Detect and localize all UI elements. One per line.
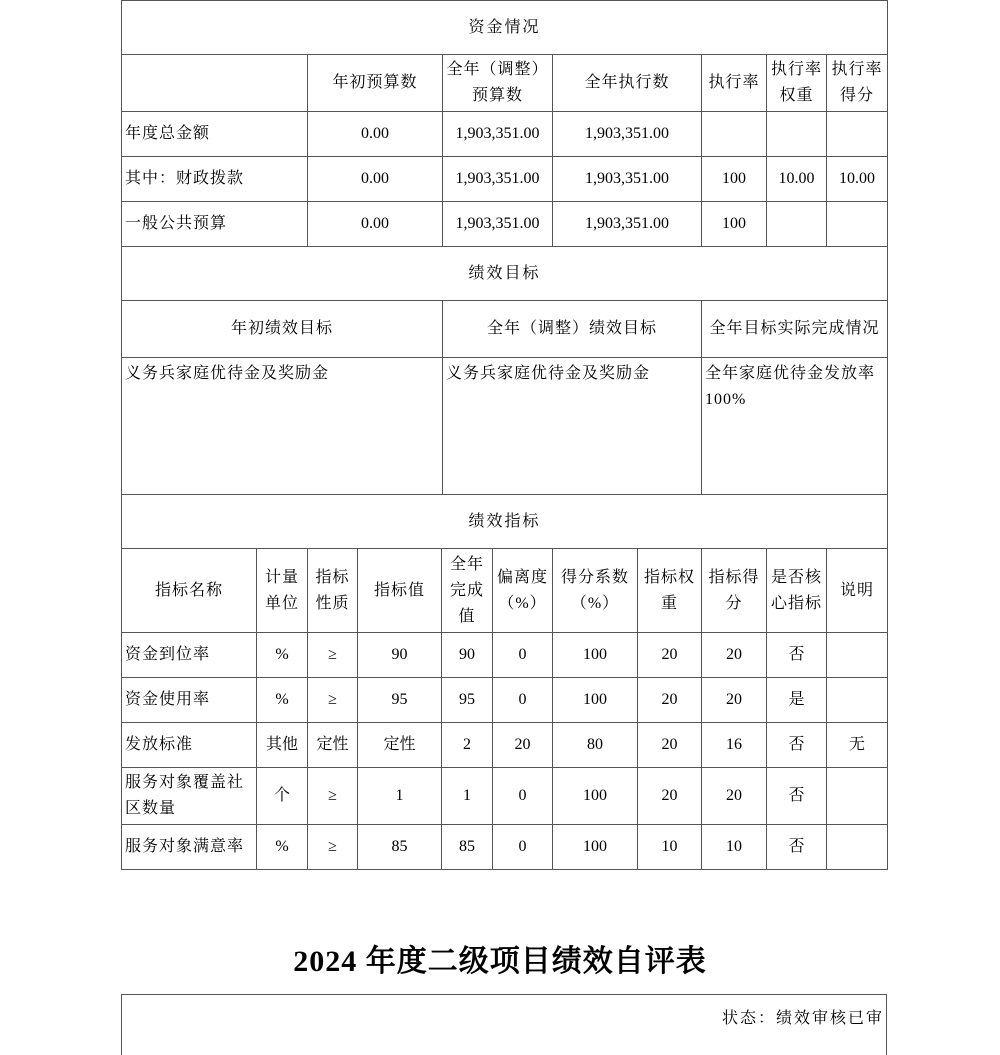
indicators-section-title: 绩效指标 [122, 495, 888, 549]
goals-header-actual: 全年目标实际完成情况 [702, 301, 888, 358]
goals-header-adjusted: 全年（调整）绩效目标 [443, 301, 702, 358]
status-text: 状态：绩效审核已审 [721, 1010, 884, 1027]
funds-section-title: 资金情况 [122, 1, 888, 55]
funds-row-weight: 10.00 [767, 157, 827, 202]
indicator-cell-nature: ≥ [308, 633, 358, 678]
indicator-cell-weight: 20 [638, 633, 702, 678]
indicator-cell-target: 定性 [358, 723, 442, 768]
indicator-cell-deviation: 0 [493, 768, 553, 825]
funds-row-exec-rate [702, 112, 767, 157]
indicator-cell-name: 资金到位率 [122, 633, 257, 678]
funds-header-score: 执行率得分 [827, 55, 888, 112]
indicator-cell-core: 否 [767, 723, 827, 768]
indicator-row [122, 825, 888, 870]
indicator-cell-actual: 90 [442, 633, 493, 678]
indicator-rows [122, 633, 888, 870]
funds-row-initial-budget: 0.00 [308, 157, 443, 202]
indicator-cell-score: 10 [702, 825, 767, 870]
indicator-cell-coefficient: 100 [553, 678, 638, 723]
indicator-cell-note [827, 825, 888, 870]
indicator-cell-target: 95 [358, 678, 442, 723]
initial-goal-text: 义务兵家庭优待金及奖励金 [122, 358, 443, 495]
funds-row-score: 10.00 [827, 157, 888, 202]
indicator-cell-deviation: 0 [493, 825, 553, 870]
indicator-cell-target: 90 [358, 633, 442, 678]
indicator-cell-note [827, 768, 888, 825]
funds-header-executed: 全年执行数 [553, 55, 702, 112]
funds-row-executed: 1,903,351.00 [553, 112, 702, 157]
indicator-cell-name: 资金使用率 [122, 678, 257, 723]
indicator-cell-core: 否 [767, 768, 827, 825]
indicator-cell-name: 服务对象覆盖社区数量 [122, 768, 257, 825]
funds-header-exec-rate: 执行率 [702, 55, 767, 112]
indicator-cell-score: 20 [702, 768, 767, 825]
indicator-cell-coefficient: 80 [553, 723, 638, 768]
next-page-title: 2024 年度二级项目绩效自评表 [293, 945, 707, 978]
indicator-header-name: 指标名称 [122, 549, 257, 633]
indicator-cell-target: 85 [358, 825, 442, 870]
goals-header-initial: 年初绩效目标 [122, 301, 443, 358]
goals-content-row [122, 358, 888, 495]
indicator-header-core: 是否核心指标 [767, 549, 827, 633]
funds-row [122, 157, 888, 202]
indicator-cell-coefficient: 100 [553, 825, 638, 870]
indicator-cell-score: 16 [702, 723, 767, 768]
indicator-header-weight: 指标权重 [638, 549, 702, 633]
goals-section-title: 绩效目标 [122, 247, 888, 301]
indicator-cell-unit: % [257, 633, 308, 678]
indicator-cell-nature: ≥ [308, 678, 358, 723]
funds-row-adjusted-budget: 1,903,351.00 [443, 202, 553, 247]
indicator-row [122, 723, 888, 768]
indicator-cell-nature: ≥ [308, 825, 358, 870]
indicator-cell-weight: 20 [638, 723, 702, 768]
indicator-cell-score: 20 [702, 633, 767, 678]
indicator-cell-nature: 定性 [308, 723, 358, 768]
funds-row [122, 202, 888, 247]
indicators-table [121, 494, 888, 870]
indicator-cell-name: 发放标准 [122, 723, 257, 768]
indicators-header-row [122, 549, 888, 633]
indicator-cell-unit: 个 [257, 768, 308, 825]
actual-completion-text: 全年家庭优待金发放率 100% [702, 358, 888, 495]
status-box [121, 994, 887, 1055]
indicator-row [122, 633, 888, 678]
funds-header-blank [122, 55, 308, 112]
goals-header-row [122, 301, 888, 358]
funds-row-adjusted-budget: 1,903,351.00 [443, 157, 553, 202]
indicator-cell-note: 无 [827, 723, 888, 768]
indicator-header-deviation: 偏离度（%） [493, 549, 553, 633]
funds-row-exec-rate: 100 [702, 202, 767, 247]
indicator-header-score: 指标得分 [702, 549, 767, 633]
indicator-cell-core: 否 [767, 825, 827, 870]
indicator-cell-actual: 2 [442, 723, 493, 768]
goals-table [121, 246, 888, 495]
indicator-cell-weight: 20 [638, 768, 702, 825]
funds-row-name: 一般公共预算 [122, 202, 308, 247]
indicator-header-note: 说明 [827, 549, 888, 633]
indicator-cell-nature: ≥ [308, 768, 358, 825]
indicator-cell-target: 1 [358, 768, 442, 825]
indicator-cell-note [827, 633, 888, 678]
indicator-cell-core: 是 [767, 678, 827, 723]
funds-row-name: 年度总金额 [122, 112, 308, 157]
indicator-cell-note [827, 678, 888, 723]
indicator-header-nature: 指标性质 [308, 549, 358, 633]
indicator-cell-unit: 其他 [257, 723, 308, 768]
funds-row-exec-rate: 100 [702, 157, 767, 202]
funds-row-initial-budget: 0.00 [308, 112, 443, 157]
funds-table [121, 0, 888, 247]
indicator-cell-core: 否 [767, 633, 827, 678]
funds-row-weight [767, 112, 827, 157]
funds-row [122, 112, 888, 157]
indicator-header-target: 指标值 [358, 549, 442, 633]
funds-row-score [827, 202, 888, 247]
indicator-header-unit: 计量单位 [257, 549, 308, 633]
indicator-cell-coefficient: 100 [553, 768, 638, 825]
funds-row-weight [767, 202, 827, 247]
indicator-cell-actual: 95 [442, 678, 493, 723]
indicator-cell-name: 服务对象满意率 [122, 825, 257, 870]
indicator-cell-weight: 10 [638, 825, 702, 870]
funds-header-initial-budget: 年初预算数 [308, 55, 443, 112]
indicator-cell-score: 20 [702, 678, 767, 723]
funds-row-executed: 1,903,351.00 [553, 202, 702, 247]
adjusted-goal-text: 义务兵家庭优待金及奖励金 [443, 358, 702, 495]
indicator-header-coefficient: 得分系数（%） [553, 549, 638, 633]
indicator-cell-coefficient: 100 [553, 633, 638, 678]
indicator-header-actual: 全年完成值 [442, 549, 493, 633]
funds-row-name: 其中：财政拨款 [122, 157, 308, 202]
funds-row-initial-budget: 0.00 [308, 202, 443, 247]
indicator-cell-unit: % [257, 825, 308, 870]
funds-row-executed: 1,903,351.00 [553, 157, 702, 202]
indicator-row [122, 768, 888, 825]
funds-header-row [122, 55, 888, 112]
indicator-cell-deviation: 0 [493, 678, 553, 723]
indicator-cell-actual: 85 [442, 825, 493, 870]
indicator-row [122, 678, 888, 723]
indicator-cell-deviation: 0 [493, 633, 553, 678]
indicator-cell-unit: % [257, 678, 308, 723]
funds-header-adjusted-budget: 全年（调整）预算数 [443, 55, 553, 112]
funds-header-weight: 执行率权重 [767, 55, 827, 112]
indicator-cell-actual: 1 [442, 768, 493, 825]
indicator-cell-deviation: 20 [493, 723, 553, 768]
funds-row-adjusted-budget: 1,903,351.00 [443, 112, 553, 157]
funds-row-score [827, 112, 888, 157]
performance-evaluation-sheet [121, 0, 887, 870]
indicator-cell-weight: 20 [638, 678, 702, 723]
